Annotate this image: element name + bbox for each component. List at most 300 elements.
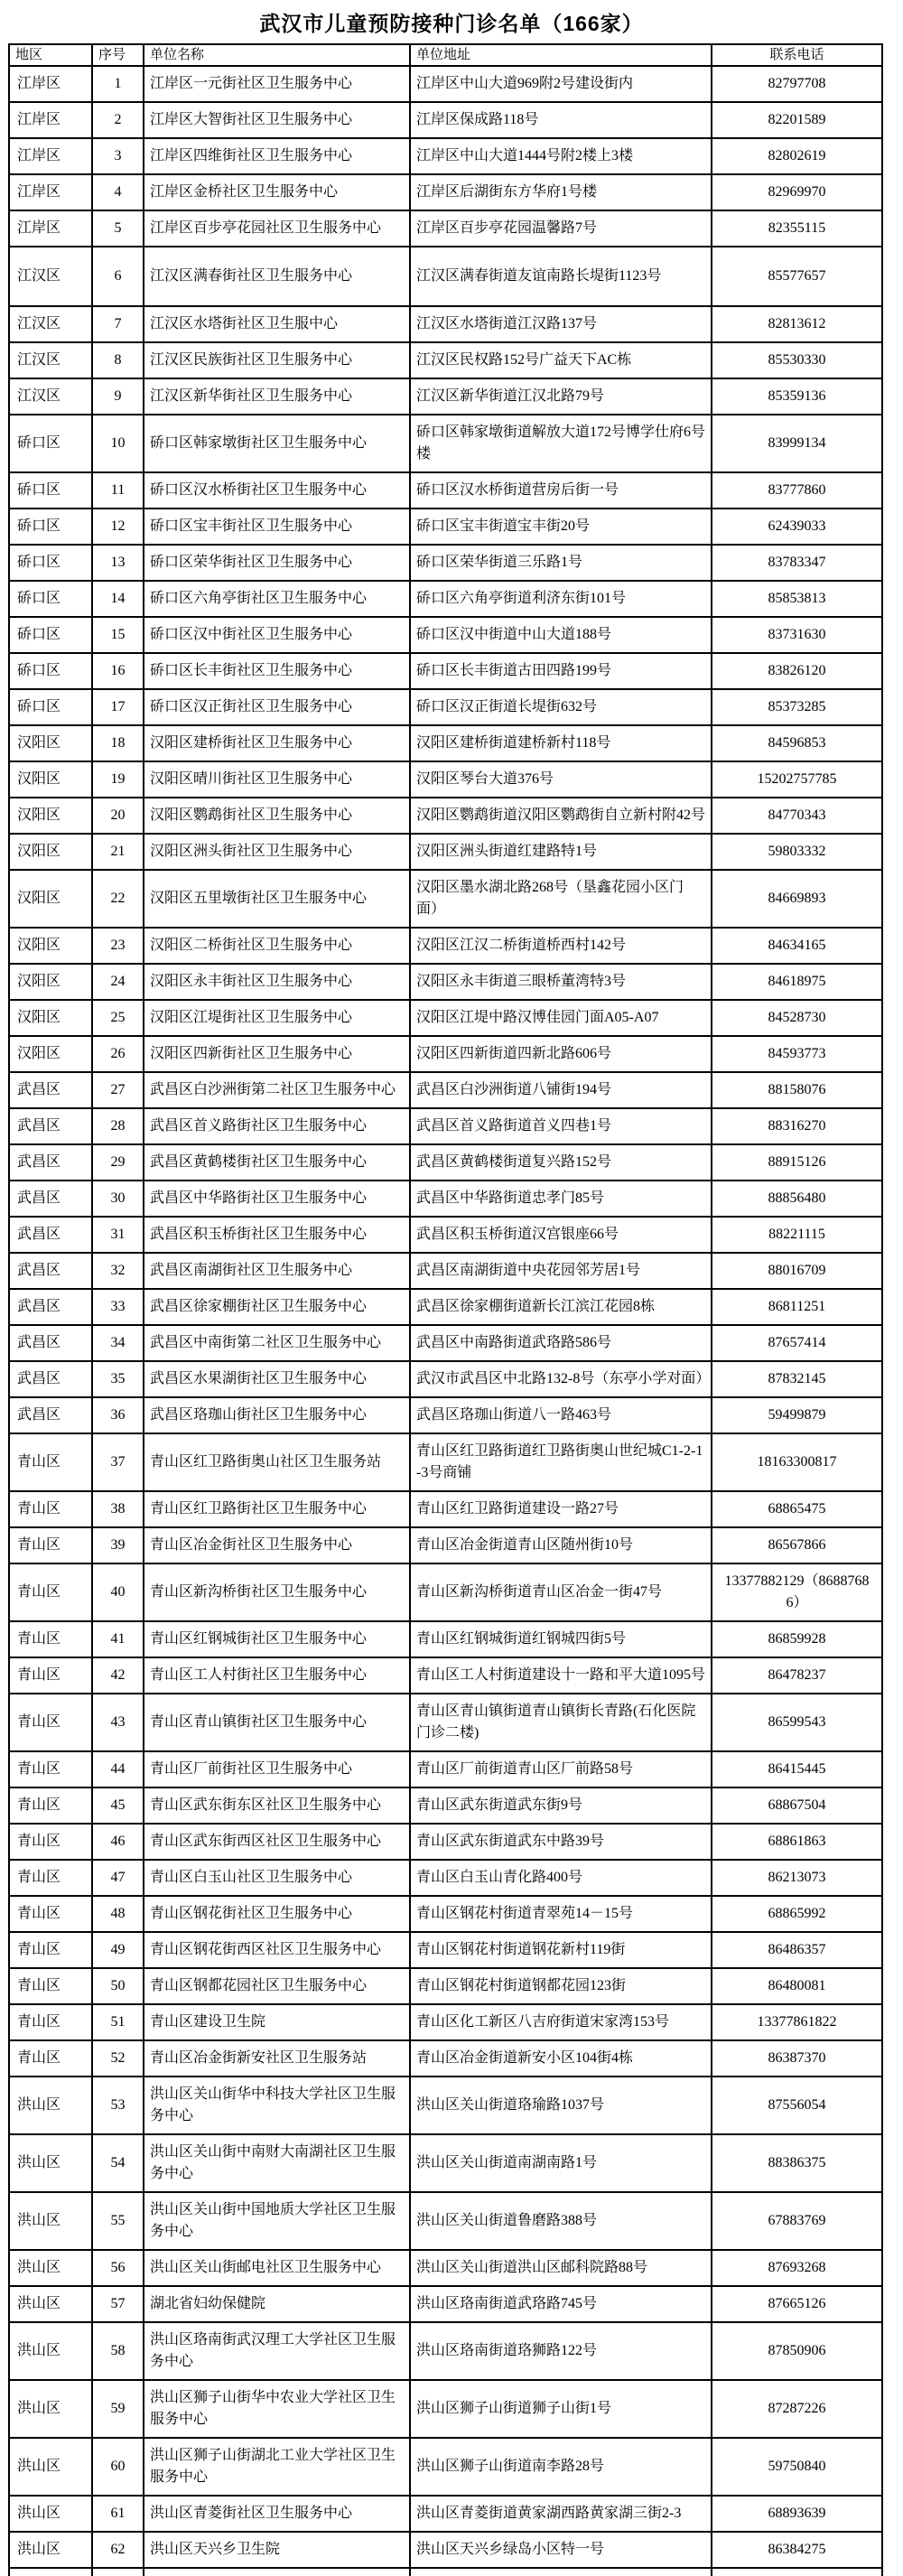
table-row xyxy=(9,1824,882,1860)
page-title: 武汉市儿童预防接种门诊名单（166家） xyxy=(259,12,644,35)
district-cell: 硚口区 xyxy=(9,545,92,581)
phone-cell: 86480081 xyxy=(712,1968,882,2004)
no-cell: 7 xyxy=(92,306,144,342)
district-cell: 硚口区 xyxy=(9,653,92,689)
phone-cell: 86415445 xyxy=(712,1751,882,1787)
phone-cell: 87665126 xyxy=(712,2286,882,2322)
address-cell: 武昌区中南路街道武珞路586号 xyxy=(410,1325,712,1361)
district-cell: 汉阳区 xyxy=(9,1000,92,1036)
district-cell: 硚口区 xyxy=(9,581,92,617)
name-cell: 汉阳区江堤街社区卫生服务中心 xyxy=(144,1000,410,1036)
phone-cell: 83783347 xyxy=(712,545,882,581)
address-cell: 汉阳区建桥街道建桥新村118号 xyxy=(410,725,712,761)
name-cell: 武昌区黄鹤楼街社区卫生服务中心 xyxy=(144,1144,410,1181)
empty-cell xyxy=(92,2568,144,2576)
district-cell: 江岸区 xyxy=(9,138,92,174)
table-row xyxy=(9,870,882,928)
no-cell: 17 xyxy=(92,689,144,725)
phone-cell: 88386375 xyxy=(712,2134,882,2192)
phone-cell: 86599543 xyxy=(712,1694,882,1751)
address-cell: 江岸区百步亭花园温馨路7号 xyxy=(410,210,712,247)
table-row xyxy=(9,1217,882,1253)
name-cell: 硚口区六角亭街社区卫生服务中心 xyxy=(144,581,410,617)
no-cell: 48 xyxy=(92,1896,144,1932)
table-row xyxy=(9,2077,882,2134)
table-row xyxy=(9,415,882,472)
no-cell: 30 xyxy=(92,1181,144,1217)
table-row xyxy=(9,1896,882,1932)
phone-cell: 68867504 xyxy=(712,1787,882,1824)
name-cell: 江岸区百步亭花园社区卫生服务中心 xyxy=(144,210,410,247)
table-row xyxy=(9,1621,882,1657)
phone-cell: 13377882129（86887686） xyxy=(712,1563,882,1621)
district-cell: 汉阳区 xyxy=(9,761,92,798)
district-cell: 青山区 xyxy=(9,1968,92,2004)
table-partial xyxy=(9,2568,882,2576)
name-cell: 青山区钢花街社区卫生服务中心 xyxy=(144,1896,410,1932)
district-cell: 江汉区 xyxy=(9,342,92,378)
table-row xyxy=(9,1361,882,1397)
name-cell: 青山区武东街西区社区卫生服务中心 xyxy=(144,1824,410,1860)
name-cell: 汉阳区建桥街社区卫生服务中心 xyxy=(144,725,410,761)
address-cell: 江汉区满春街道友谊南路长堤街1123号 xyxy=(410,247,712,306)
partial-next-row xyxy=(9,2568,882,2576)
district-cell: 洪山区 xyxy=(9,2322,92,2380)
address-cell: 武昌区南湖街道中央花园邻芳居1号 xyxy=(410,1253,712,1289)
name-cell: 青山区青山镇街社区卫生服务中心 xyxy=(144,1694,410,1751)
address-cell: 青山区冶金街道青山区随州街10号 xyxy=(410,1527,712,1563)
no-cell: 50 xyxy=(92,1968,144,2004)
name-cell: 江汉区新华街社区卫生服务中心 xyxy=(144,378,410,415)
district-cell: 武昌区 xyxy=(9,1325,92,1361)
name-cell: 武昌区水果湖街社区卫生服务中心 xyxy=(144,1361,410,1397)
phone-cell: 88016709 xyxy=(712,1253,882,1289)
district-cell: 江汉区 xyxy=(9,306,92,342)
phone-cell: 86859928 xyxy=(712,1621,882,1657)
phone-cell: 84618975 xyxy=(712,964,882,1000)
address-cell: 硚口区汉正街道长堤街632号 xyxy=(410,689,712,725)
phone-cell: 85359136 xyxy=(712,378,882,415)
district-cell: 洪山区 xyxy=(9,2496,92,2532)
table-row xyxy=(9,1563,882,1621)
no-cell: 1 xyxy=(92,66,144,102)
phone-cell: 87832145 xyxy=(712,1361,882,1397)
no-cell: 19 xyxy=(92,761,144,798)
district-cell: 汉阳区 xyxy=(9,870,92,928)
no-cell: 39 xyxy=(92,1527,144,1563)
district-cell: 青山区 xyxy=(9,1896,92,1932)
address-cell: 武昌区珞珈山街道八一路463号 xyxy=(410,1397,712,1433)
district-cell: 武昌区 xyxy=(9,1217,92,1253)
district-cell: 武昌区 xyxy=(9,1072,92,1108)
table-row xyxy=(9,1527,882,1563)
table-row xyxy=(9,2532,882,2568)
no-cell: 53 xyxy=(92,2077,144,2134)
district-cell: 青山区 xyxy=(9,1787,92,1824)
phone-cell: 86384275 xyxy=(712,2532,882,2568)
table-row xyxy=(9,174,882,210)
table-row xyxy=(9,928,882,964)
address-cell: 青山区青山镇街道青山镇街长青路(石化医院门诊二楼) xyxy=(410,1694,712,1751)
address-cell: 硚口区长丰街道古田四路199号 xyxy=(410,653,712,689)
address-cell: 武昌区首义路街道首义四巷1号 xyxy=(410,1108,712,1144)
name-cell: 洪山区珞南街武汉理工大学社区卫生服务中心 xyxy=(144,2322,410,2380)
no-cell: 54 xyxy=(92,2134,144,2192)
table-row xyxy=(9,617,882,653)
no-cell: 62 xyxy=(92,2532,144,2568)
district-cell: 青山区 xyxy=(9,2004,92,2040)
address-cell: 汉阳区琴台大道376号 xyxy=(410,761,712,798)
district-cell: 江汉区 xyxy=(9,247,92,306)
district-cell: 洪山区 xyxy=(9,2250,92,2286)
address-cell: 江岸区后湖街东方华府1号楼 xyxy=(410,174,712,210)
name-cell: 武昌区中南街第二社区卫生服务中心 xyxy=(144,1325,410,1361)
name-cell: 汉阳区永丰街社区卫生服务中心 xyxy=(144,964,410,1000)
no-cell: 40 xyxy=(92,1563,144,1621)
district-cell: 江岸区 xyxy=(9,66,92,102)
no-cell: 25 xyxy=(92,1000,144,1036)
address-cell: 硚口区汉水桥街道营房后街一号 xyxy=(410,472,712,509)
no-cell: 59 xyxy=(92,2380,144,2438)
table-row xyxy=(9,509,882,545)
address-cell: 洪山区珞南街道武珞路745号 xyxy=(410,2286,712,2322)
phone-cell: 84634165 xyxy=(712,928,882,964)
no-cell: 22 xyxy=(92,870,144,928)
district-cell: 武昌区 xyxy=(9,1289,92,1325)
table-row xyxy=(9,66,882,102)
no-cell: 60 xyxy=(92,2438,144,2496)
empty-cell xyxy=(410,2568,712,2576)
no-cell: 56 xyxy=(92,2250,144,2286)
name-cell: 汉阳区二桥街社区卫生服务中心 xyxy=(144,928,410,964)
district-cell: 青山区 xyxy=(9,1860,92,1896)
phone-cell: 88316270 xyxy=(712,1108,882,1144)
header-district: 地区 xyxy=(9,44,92,66)
table-row xyxy=(9,545,882,581)
table-row xyxy=(9,247,882,306)
name-cell: 洪山区狮子山街湖北工业大学社区卫生服务中心 xyxy=(144,2438,410,2496)
address-cell: 江岸区中山大道1444号附2楼上3楼 xyxy=(410,138,712,174)
table-row xyxy=(9,1787,882,1824)
table-row xyxy=(9,1000,882,1036)
table-row xyxy=(9,761,882,798)
no-cell: 3 xyxy=(92,138,144,174)
phone-cell: 62439033 xyxy=(712,509,882,545)
no-cell: 51 xyxy=(92,2004,144,2040)
name-cell: 汉阳区洲头街社区卫生服务中心 xyxy=(144,834,410,870)
no-cell: 24 xyxy=(92,964,144,1000)
address-cell: 硚口区韩家墩街道解放大道172号博学仕府6号楼 xyxy=(410,415,712,472)
no-cell: 28 xyxy=(92,1108,144,1144)
address-cell: 汉阳区墨水湖北路268号（垦鑫花园小区门面） xyxy=(410,870,712,928)
name-cell: 青山区白玉山社区卫生服务中心 xyxy=(144,1860,410,1896)
district-cell: 硚口区 xyxy=(9,509,92,545)
no-cell: 42 xyxy=(92,1657,144,1694)
name-cell: 湖北省妇幼保健院 xyxy=(144,2286,410,2322)
no-cell: 21 xyxy=(92,834,144,870)
address-cell: 青山区新沟桥街道青山区冶金一街47号 xyxy=(410,1563,712,1621)
no-cell: 61 xyxy=(92,2496,144,2532)
no-cell: 44 xyxy=(92,1751,144,1787)
phone-cell: 87850906 xyxy=(712,2322,882,2380)
name-cell: 汉阳区鹦鹉街社区卫生服务中心 xyxy=(144,798,410,834)
district-cell: 江岸区 xyxy=(9,102,92,138)
district-cell: 洪山区 xyxy=(9,2286,92,2322)
header-row xyxy=(9,44,882,66)
header-address: 单位地址 xyxy=(410,44,712,66)
district-cell: 武昌区 xyxy=(9,1361,92,1397)
district-cell: 青山区 xyxy=(9,1491,92,1527)
address-cell: 硚口区汉中街道中山大道188号 xyxy=(410,617,712,653)
name-cell: 江岸区一元街社区卫生服务中心 xyxy=(144,66,410,102)
name-cell: 汉阳区五里墩街社区卫生服务中心 xyxy=(144,870,410,928)
phone-cell: 68893639 xyxy=(712,2496,882,2532)
district-cell: 汉阳区 xyxy=(9,1036,92,1072)
address-cell: 汉阳区永丰街道三眼桥董湾特3号 xyxy=(410,964,712,1000)
address-cell: 洪山区狮子山街道南李路28号 xyxy=(410,2438,712,2496)
address-cell: 洪山区关山街道珞瑜路1037号 xyxy=(410,2077,712,2134)
name-cell: 江汉区民族街社区卫生服务中心 xyxy=(144,342,410,378)
name-cell: 武昌区徐家棚街社区卫生服务中心 xyxy=(144,1289,410,1325)
address-cell: 洪山区天兴乡绿岛小区特一号 xyxy=(410,2532,712,2568)
phone-cell: 68865475 xyxy=(712,1491,882,1527)
table-row xyxy=(9,2380,882,2438)
address-cell: 武汉市武昌区中北路132-8号（东亭小学对面） xyxy=(410,1361,712,1397)
table-row xyxy=(9,342,882,378)
no-cell: 36 xyxy=(92,1397,144,1433)
no-cell: 20 xyxy=(92,798,144,834)
address-cell: 江汉区水塔街道江汉路137号 xyxy=(410,306,712,342)
no-cell: 14 xyxy=(92,581,144,617)
address-cell: 武昌区徐家棚街道新长江滨江花园8栋 xyxy=(410,1289,712,1325)
district-cell: 汉阳区 xyxy=(9,834,92,870)
name-cell: 江汉区水塔街社区卫生服中心 xyxy=(144,306,410,342)
name-cell: 洪山区关山街华中科技大学社区卫生服务中心 xyxy=(144,2077,410,2134)
address-cell: 青山区红钢城街道红钢城四街5号 xyxy=(410,1621,712,1657)
table-row xyxy=(9,1181,882,1217)
phone-cell: 87657414 xyxy=(712,1325,882,1361)
empty-cell xyxy=(712,2568,882,2576)
name-cell: 洪山区关山街中国地质大学社区卫生服务中心 xyxy=(144,2192,410,2250)
district-cell: 汉阳区 xyxy=(9,928,92,964)
table-row xyxy=(9,378,882,415)
table-row xyxy=(9,834,882,870)
address-cell: 武昌区白沙洲街道八铺街194号 xyxy=(410,1072,712,1108)
address-cell: 汉阳区江堤中路汉博佳园门面A05-A07 xyxy=(410,1000,712,1036)
table-row xyxy=(9,1108,882,1144)
phone-cell: 68865992 xyxy=(712,1896,882,1932)
district-cell: 硚口区 xyxy=(9,472,92,509)
table-row xyxy=(9,2192,882,2250)
name-cell: 武昌区首义路街社区卫生服务中心 xyxy=(144,1108,410,1144)
no-cell: 43 xyxy=(92,1694,144,1751)
phone-cell: 87287226 xyxy=(712,2380,882,2438)
no-cell: 2 xyxy=(92,102,144,138)
table-row xyxy=(9,1968,882,2004)
table-row xyxy=(9,1144,882,1181)
name-cell: 青山区冶金街社区卫生服务中心 xyxy=(144,1527,410,1563)
name-cell: 青山区冶金街新安社区卫生服务站 xyxy=(144,2040,410,2077)
phone-cell: 87556054 xyxy=(712,2077,882,2134)
no-cell: 58 xyxy=(92,2322,144,2380)
name-cell: 硚口区汉正街社区卫生服务中心 xyxy=(144,689,410,725)
address-cell: 洪山区关山街道洪山区邮科院路88号 xyxy=(410,2250,712,2286)
phone-cell: 82797708 xyxy=(712,66,882,102)
table-row xyxy=(9,306,882,342)
name-cell: 青山区厂前街社区卫生服务中心 xyxy=(144,1751,410,1787)
district-cell: 武昌区 xyxy=(9,1397,92,1433)
address-cell: 汉阳区洲头街道红建路特1号 xyxy=(410,834,712,870)
address-cell: 青山区厂前街道青山区厂前路58号 xyxy=(410,1751,712,1787)
no-cell: 46 xyxy=(92,1824,144,1860)
no-cell: 57 xyxy=(92,2286,144,2322)
address-cell: 青山区红卫路街道红卫路街奥山世纪城C1-2-1-3号商铺 xyxy=(410,1433,712,1491)
table-row xyxy=(9,581,882,617)
address-cell: 汉阳区鹦鹉街道汉阳区鹦鹉街自立新村附42号 xyxy=(410,798,712,834)
no-cell: 13 xyxy=(92,545,144,581)
table-row xyxy=(9,725,882,761)
table-row xyxy=(9,2134,882,2192)
phone-cell: 86811251 xyxy=(712,1289,882,1325)
name-cell: 武昌区白沙洲街第二社区卫生服务中心 xyxy=(144,1072,410,1108)
district-cell: 青山区 xyxy=(9,1694,92,1751)
empty-cell xyxy=(9,2568,92,2576)
district-cell: 硚口区 xyxy=(9,415,92,472)
district-cell: 硚口区 xyxy=(9,689,92,725)
table-row xyxy=(9,1289,882,1325)
phone-cell: 88915126 xyxy=(712,1144,882,1181)
name-cell: 武昌区积玉桥街社区卫生服务中心 xyxy=(144,1217,410,1253)
address-cell: 武昌区黄鹤楼街道复兴路152号 xyxy=(410,1144,712,1181)
phone-cell: 83731630 xyxy=(712,617,882,653)
address-cell: 硚口区宝丰街道宝丰街20号 xyxy=(410,509,712,545)
name-cell: 硚口区汉中街社区卫生服务中心 xyxy=(144,617,410,653)
phone-cell: 83999134 xyxy=(712,415,882,472)
header-phone: 联系电话 xyxy=(712,44,882,66)
no-cell: 10 xyxy=(92,415,144,472)
district-cell: 青山区 xyxy=(9,1433,92,1491)
phone-cell: 84669893 xyxy=(712,870,882,928)
address-cell: 青山区白玉山青化路400号 xyxy=(410,1860,712,1896)
district-cell: 青山区 xyxy=(9,1527,92,1563)
no-cell: 37 xyxy=(92,1433,144,1491)
phone-cell: 84770343 xyxy=(712,798,882,834)
district-cell: 武昌区 xyxy=(9,1253,92,1289)
phone-cell: 82813612 xyxy=(712,306,882,342)
table-row xyxy=(9,1072,882,1108)
table-row xyxy=(9,798,882,834)
district-cell: 洪山区 xyxy=(9,2438,92,2496)
no-cell: 32 xyxy=(92,1253,144,1289)
name-cell: 武昌区南湖街社区卫生服务中心 xyxy=(144,1253,410,1289)
no-cell: 31 xyxy=(92,1217,144,1253)
header-name: 单位名称 xyxy=(144,44,410,66)
district-cell: 汉阳区 xyxy=(9,798,92,834)
name-cell: 硚口区荣华街社区卫生服务中心 xyxy=(144,545,410,581)
phone-cell: 86486357 xyxy=(712,1932,882,1968)
name-cell: 青山区红钢城街社区卫生服务中心 xyxy=(144,1621,410,1657)
address-cell: 江汉区民权路152号广益天下AC栋 xyxy=(410,342,712,378)
district-cell: 青山区 xyxy=(9,1563,92,1621)
district-cell: 江汉区 xyxy=(9,378,92,415)
phone-cell: 85373285 xyxy=(712,689,882,725)
name-cell: 洪山区狮子山街华中农业大学社区卫生服务中心 xyxy=(144,2380,410,2438)
district-cell: 洪山区 xyxy=(9,2532,92,2568)
phone-cell: 82355115 xyxy=(712,210,882,247)
address-cell: 汉阳区江汉二桥街道桥西村142号 xyxy=(410,928,712,964)
name-cell: 青山区钢都花园社区卫生服务中心 xyxy=(144,1968,410,2004)
phone-cell: 88856480 xyxy=(712,1181,882,1217)
no-cell: 41 xyxy=(92,1621,144,1657)
phone-cell: 83826120 xyxy=(712,653,882,689)
phone-cell: 82201589 xyxy=(712,102,882,138)
phone-cell: 86567866 xyxy=(712,1527,882,1563)
address-cell: 汉阳区四新街道四新北路606号 xyxy=(410,1036,712,1072)
no-cell: 11 xyxy=(92,472,144,509)
phone-cell: 86213073 xyxy=(712,1860,882,1896)
address-cell: 青山区武东街道武东街9号 xyxy=(410,1787,712,1824)
table-row xyxy=(9,1491,882,1527)
district-cell: 青山区 xyxy=(9,1657,92,1694)
district-cell: 江岸区 xyxy=(9,174,92,210)
address-cell: 硚口区荣华街道三乐路1号 xyxy=(410,545,712,581)
no-cell: 9 xyxy=(92,378,144,415)
no-cell: 26 xyxy=(92,1036,144,1072)
table-row xyxy=(9,2322,882,2380)
name-cell: 青山区红卫路街社区卫生服务中心 xyxy=(144,1491,410,1527)
address-cell: 洪山区关山街道鲁磨路388号 xyxy=(410,2192,712,2250)
district-cell: 武昌区 xyxy=(9,1144,92,1181)
district-cell: 硚口区 xyxy=(9,617,92,653)
address-cell: 江岸区中山大道969附2号建设街内 xyxy=(410,66,712,102)
phone-cell: 13377861822 xyxy=(712,2004,882,2040)
phone-cell: 15202757785 xyxy=(712,761,882,798)
district-cell: 汉阳区 xyxy=(9,725,92,761)
district-cell: 洪山区 xyxy=(9,2380,92,2438)
table-row xyxy=(9,1932,882,1968)
address-cell: 武昌区中华路街道忠孝门85号 xyxy=(410,1181,712,1217)
table-row xyxy=(9,102,882,138)
district-cell: 江岸区 xyxy=(9,210,92,247)
name-cell: 江岸区大智街社区卫生服务中心 xyxy=(144,102,410,138)
district-cell: 青山区 xyxy=(9,1932,92,1968)
phone-cell: 18163300817 xyxy=(712,1433,882,1491)
no-cell: 16 xyxy=(92,653,144,689)
name-cell: 武昌区中华路街社区卫生服务中心 xyxy=(144,1181,410,1217)
table-row xyxy=(9,1657,882,1694)
phone-cell: 67883769 xyxy=(712,2192,882,2250)
table-row xyxy=(9,2040,882,2077)
phone-cell: 85577657 xyxy=(712,247,882,306)
no-cell: 49 xyxy=(92,1932,144,1968)
name-cell: 硚口区韩家墩街社区卫生服务中心 xyxy=(144,415,410,472)
name-cell: 江汉区满春街社区卫生服务中心 xyxy=(144,247,410,306)
table-row xyxy=(9,2250,882,2286)
no-cell: 4 xyxy=(92,174,144,210)
no-cell: 38 xyxy=(92,1491,144,1527)
phone-cell: 84528730 xyxy=(712,1000,882,1036)
address-cell: 青山区钢花村街道钢花新村119街 xyxy=(410,1932,712,1968)
table-row xyxy=(9,210,882,247)
address-cell: 青山区钢花村街道青翠苑14－15号 xyxy=(410,1896,712,1932)
address-cell: 武昌区积玉桥街道汉宫银座66号 xyxy=(410,1217,712,1253)
phone-cell: 85853813 xyxy=(712,581,882,617)
address-cell: 洪山区狮子山街道狮子山街1号 xyxy=(410,2380,712,2438)
table-row xyxy=(9,1325,882,1361)
address-cell: 洪山区关山街道南湖南路1号 xyxy=(410,2134,712,2192)
name-cell: 江岸区金桥社区卫生服务中心 xyxy=(144,174,410,210)
address-cell: 青山区化工新区八吉府街道宋家湾153号 xyxy=(410,2004,712,2040)
